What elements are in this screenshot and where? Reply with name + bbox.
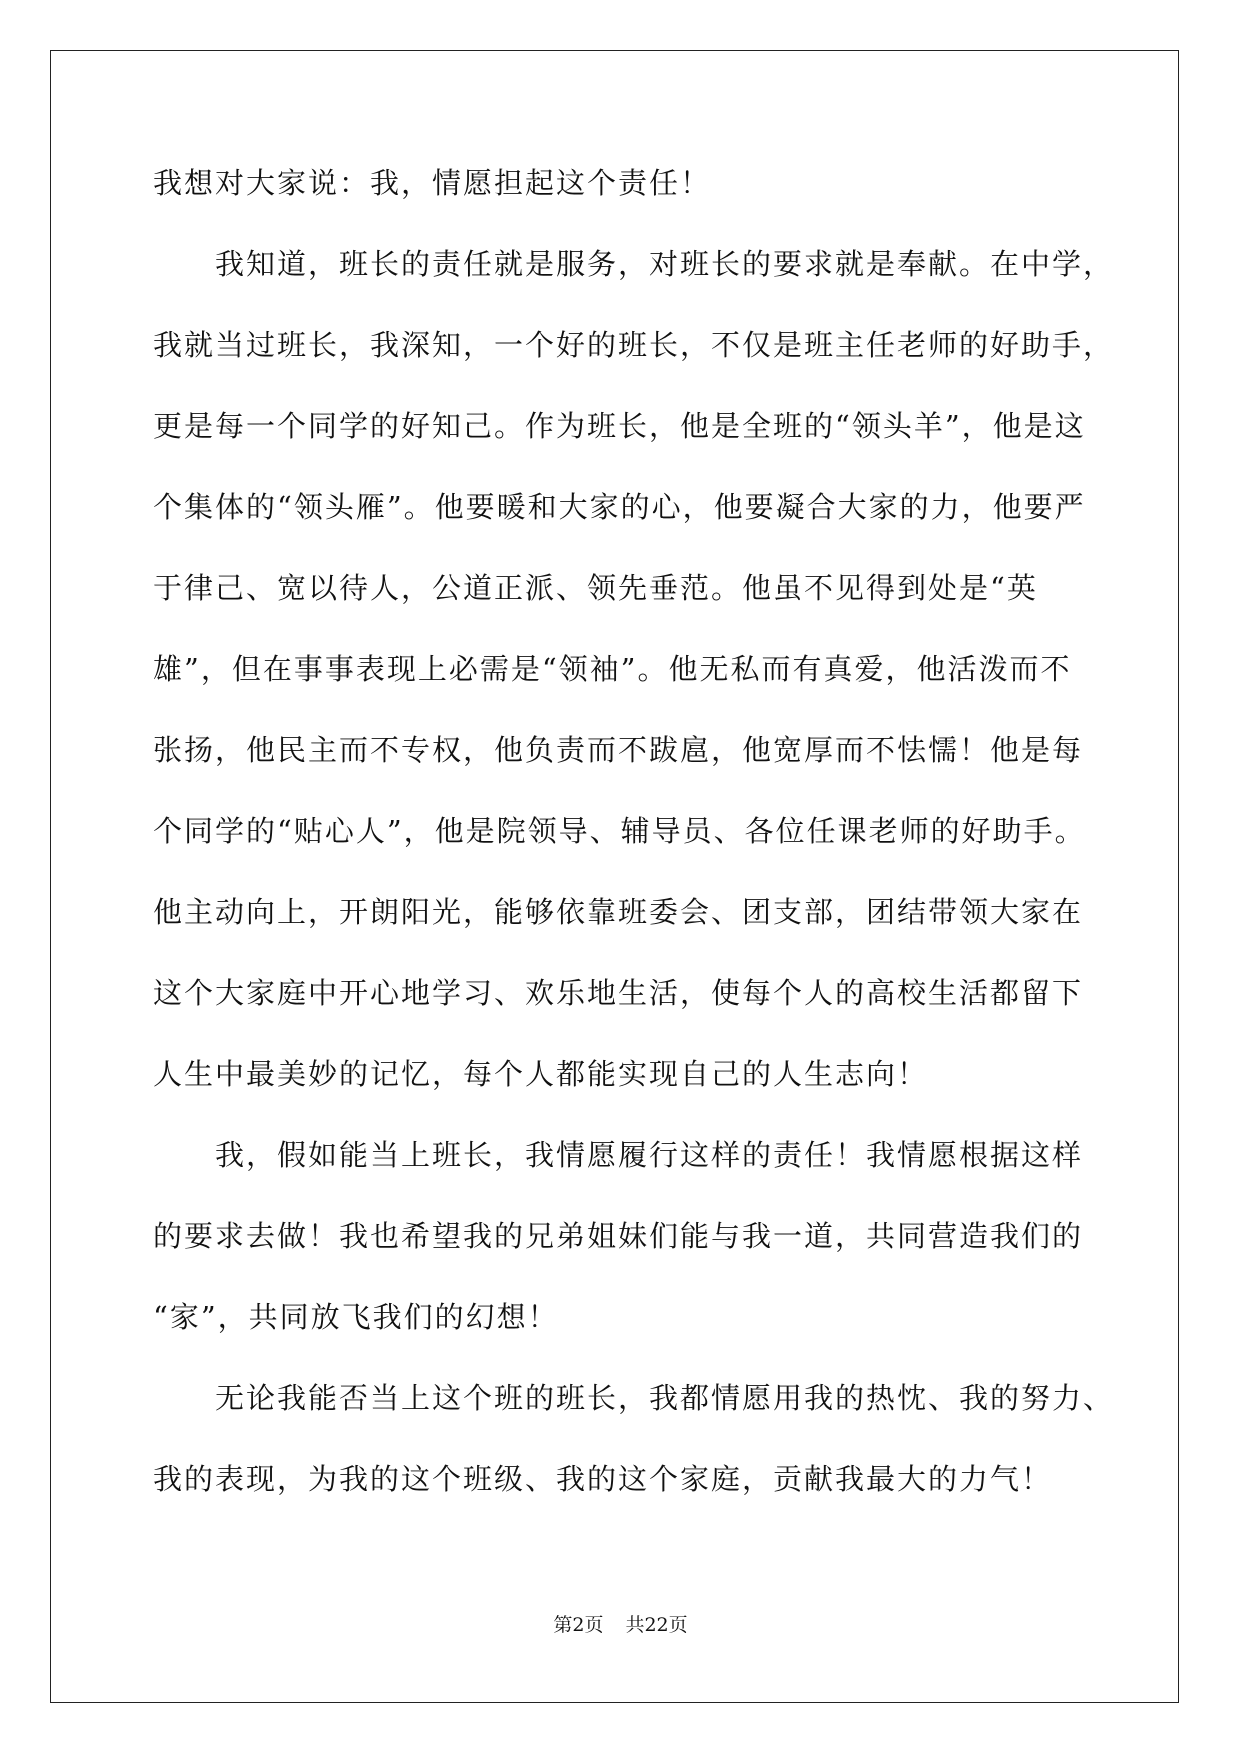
text-line: 我就当过班长，我深知，一个好的班长，不仅是班主任老师的好助手， — [153, 328, 1115, 362]
text-line: 个同学的“贴心人”，他是院领导、辅导员、各位任课老师的好助手。 — [153, 814, 1086, 848]
text-line: 无论我能否当上这个班的班长，我都情愿用我的热忱、我的努力、 — [153, 1381, 1115, 1415]
text-line: 个集体的“领头雁”。他要暖和大家的心，他要凝合大家的力，他要严 — [153, 490, 1086, 524]
text-line: “家”，共同放飞我们的幻想！ — [153, 1300, 559, 1334]
text-line: 于律己、宽以待人，公道正派、领先垂范。他虽不见得到处是“英 — [153, 571, 1038, 605]
page-border — [50, 50, 1179, 1703]
text-line: 他主动向上，开朗阳光，能够依靠班委会、团支部，团结带领大家在 — [153, 895, 1084, 929]
text-line: 更是每一个同学的好知己。作为班长，他是全班的“领头羊”，他是这 — [153, 409, 1086, 443]
text-line: 我知道，班长的责任就是服务，对班长的要求就是奉献。在中学， — [153, 247, 1115, 281]
text-line: 我的表现，为我的这个班级、我的这个家庭，贡献我最大的力气！ — [153, 1462, 1053, 1496]
text-line: 雄”，但在事事表现上必需是“领袖”。他无私而有真爱，他活泼而不 — [153, 652, 1072, 686]
text-line: 这个大家庭中开心地学习、欢乐地生活，使每个人的高校生活都留下 — [153, 976, 1084, 1010]
text-line: 我，假如能当上班长，我情愿履行这样的责任！我情愿根据这样 — [153, 1138, 1084, 1172]
text-line: 张扬，他民主而不专权，他负责而不跋扈，他宽厚而不怯懦！他是每 — [153, 733, 1084, 767]
page-footer — [0, 1613, 1241, 1637]
page-number: 第2页 — [553, 1614, 604, 1636]
text-line: 我想对大家说：我，情愿担起这个责任！ — [153, 166, 712, 200]
text-line: 人生中最美妙的记忆，每个人都能实现自己的人生志向！ — [153, 1057, 929, 1091]
page-total: 共22页 — [625, 1614, 688, 1636]
text-line: 的要求去做！我也希望我的兄弟姐妹们能与我一道，共同营造我们的 — [153, 1219, 1084, 1253]
